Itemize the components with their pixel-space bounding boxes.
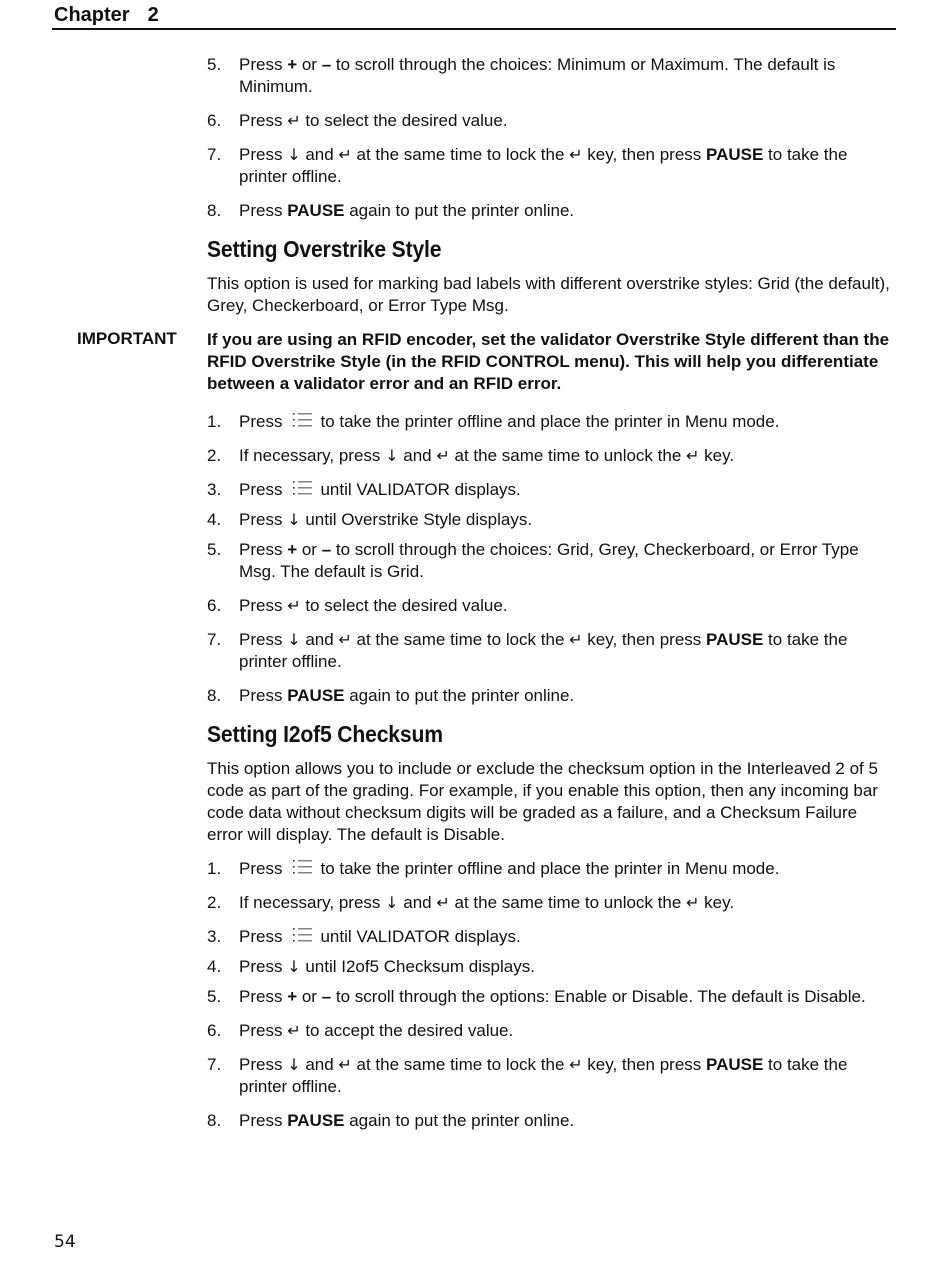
minus-key: – [321, 55, 332, 74]
enter-key-icon: ↵ [436, 893, 450, 912]
list-item: 6. Press ↵ to accept the desired value. [207, 1021, 514, 1040]
down-arrow-icon: ↓ [287, 510, 301, 529]
minus-key: – [321, 987, 332, 1006]
enter-key-icon: ↵ [686, 893, 700, 912]
plus-key: + [287, 55, 298, 74]
down-arrow-icon: ↓ [385, 446, 399, 465]
important-label: IMPORTANT [77, 329, 177, 348]
plus-key: + [287, 540, 298, 559]
list-item: 6. Press ↵ to select the desired value. [207, 596, 508, 615]
section-heading-checksum: Setting I2of5 Checksum [207, 721, 443, 747]
menu-icon [292, 479, 314, 497]
down-arrow-icon: ↓ [287, 1055, 301, 1074]
plus-key: + [287, 987, 298, 1006]
list-item: 8. Press PAUSE again to put the printer online. [207, 1111, 575, 1130]
section-intro: This option allows you to include or exclude the checksum option in the Interleaved 2 of 5 code as part of the grading. For example, if you enable this option, then any incoming bar code data without checksum digits will be graded as a failure, and a Checksum Failure error will display. The default is Disable. [207, 759, 878, 844]
chapter-label: Chapter [54, 4, 130, 26]
menu-icon [292, 858, 314, 876]
page-content [77, 54, 897, 1144]
list-item: 7. Press ↓ and ↵ at the same time to lock the ↵ key, then press PAUSE to take the printer offline. [207, 145, 848, 186]
list-item: 4. Press ↓ until I2of5 Checksum displays. [207, 957, 535, 976]
enter-key-icon: ↵ [287, 1021, 301, 1040]
list-item: 2. If necessary, press ↓ and ↵ at the same time to unlock the ↵ key. [207, 446, 735, 465]
important-text: If you are using an RFID encoder, set the validator Overstrike Style different than the RFID Overstrike Style (in the RFID CONTROL menu). This will help you differentiate between a validator error and an RFID error. [207, 330, 890, 393]
enter-key-icon: ↵ [338, 1055, 352, 1074]
enter-key-icon: ↵ [686, 446, 700, 465]
menu-icon [292, 411, 314, 429]
enter-key-icon: ↵ [569, 1055, 583, 1074]
important-note [77, 329, 897, 395]
section-heading-overstrike: Setting Overstrike Style [207, 236, 442, 262]
steps-list-overstrike [207, 411, 897, 707]
down-arrow-icon: ↓ [287, 145, 301, 164]
list-item: 5. Press + or – to scroll through the options: Enable or Disable. The default is Disable. [207, 987, 866, 1006]
enter-key-icon: ↵ [338, 145, 352, 164]
enter-key-icon: ↵ [436, 446, 450, 465]
enter-key-icon: ↵ [569, 630, 583, 649]
enter-key-icon: ↵ [338, 630, 352, 649]
list-item: 8. Press PAUSE again to put the printer online. [207, 201, 575, 220]
enter-key-icon: ↵ [287, 111, 301, 130]
list-item: 1. Press to take the printer offline and place the printer in Menu mode. [207, 412, 780, 431]
list-item: 5. Press + or – to scroll through the choices: Grid, Grey, Checkerboard, or Error Type Msg. The default is Grid. [207, 540, 859, 581]
menu-icon [292, 926, 314, 944]
list-item: 3. Press until VALIDATOR displays. [207, 927, 521, 946]
minus-key: – [321, 540, 332, 559]
enter-key-icon: ↵ [287, 596, 301, 615]
list-item: 3. Press until VALIDATOR displays. [207, 480, 521, 499]
list-item: 7. Press ↓ and ↵ at the same time to lock the ↵ key, then press PAUSE to take the printer offline. [207, 630, 848, 671]
list-item: 8. Press PAUSE again to put the printer online. [207, 686, 575, 705]
page-number: 54 [54, 1232, 76, 1252]
list-item: 2. If necessary, press ↓ and ↵ at the same time to unlock the ↵ key. [207, 893, 735, 912]
list-item: 4. Press ↓ until Overstrike Style displays. [207, 510, 533, 529]
list-item: 5. Press + or – to scroll through the choices: Minimum or Maximum. The default is Minimum. [207, 55, 836, 96]
down-arrow-icon: ↓ [385, 893, 399, 912]
down-arrow-icon: ↓ [287, 957, 301, 976]
steps-list-checksum [207, 858, 897, 1132]
section-intro: This option is used for marking bad labels with different overstrike styles: Grid (the default), Grey, Checkerboard, or Error Type Msg. [207, 274, 890, 315]
enter-key-icon: ↵ [569, 145, 583, 164]
list-item: 1. Press to take the printer offline and place the printer in Menu mode. [207, 859, 780, 878]
list-item: 6. Press ↵ to select the desired value. [207, 111, 508, 130]
list-item: 7. Press ↓ and ↵ at the same time to lock the ↵ key, then press PAUSE to take the printer offline. [207, 1055, 848, 1096]
down-arrow-icon: ↓ [287, 630, 301, 649]
chapter-number: 2 [147, 4, 159, 26]
chapter-header [52, 2, 896, 30]
steps-list-continued [207, 54, 897, 222]
